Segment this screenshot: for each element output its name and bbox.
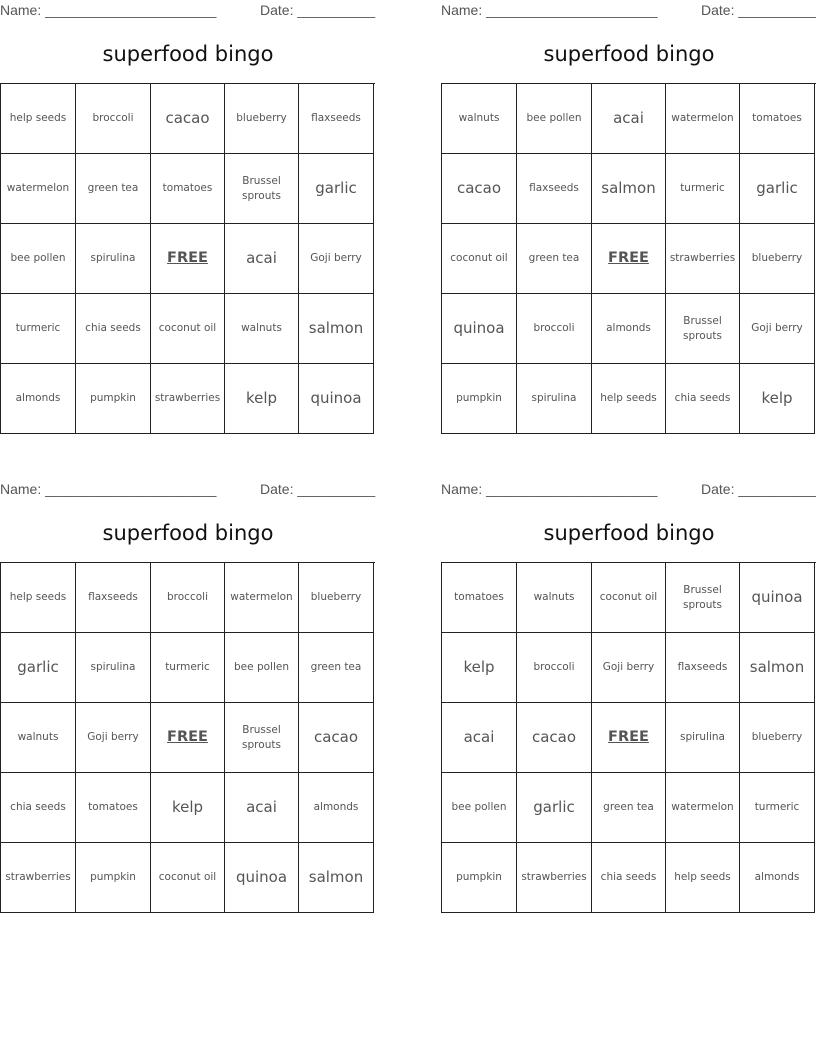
bingo-cell: salmon	[299, 843, 374, 913]
bingo-cell: walnuts	[442, 84, 517, 154]
bingo-cell: quinoa	[299, 364, 374, 434]
bingo-cell: acai	[592, 84, 666, 154]
bingo-cell: green tea	[76, 154, 151, 224]
name-field: Name: ______________________	[0, 481, 217, 497]
bingo-cell: quinoa	[225, 843, 299, 913]
bingo-cell: acai	[225, 224, 299, 294]
bingo-cell: almonds	[1, 364, 76, 434]
bingo-cell: garlic	[517, 773, 592, 843]
bingo-cell: Brussel sprouts	[666, 563, 740, 633]
bingo-cell: Brussel sprouts	[666, 294, 740, 364]
bingo-cell: bee pollen	[517, 84, 592, 154]
card-title: superfood bingo	[543, 521, 715, 545]
bingo-cell: almonds	[740, 843, 815, 913]
date-field: Date: __________	[260, 481, 376, 497]
bingo-cell: strawberries	[151, 364, 225, 434]
bingo-cell: almonds	[299, 773, 374, 843]
bingo-grid	[441, 562, 816, 913]
bingo-cell: walnuts	[225, 294, 299, 364]
bingo-cell: Brussel sprouts	[225, 703, 299, 773]
bingo-cell: strawberries	[1, 843, 76, 913]
bingo-cell: flaxseeds	[666, 633, 740, 703]
bingo-cell: spirulina	[666, 703, 740, 773]
bingo-cell: coconut oil	[592, 563, 666, 633]
bingo-cell: watermelon	[225, 563, 299, 633]
bingo-cell: pumpkin	[76, 843, 151, 913]
name-date-row	[441, 2, 816, 20]
bingo-cell: almonds	[592, 294, 666, 364]
bingo-cell: kelp	[442, 633, 517, 703]
free-space: FREE	[592, 703, 666, 773]
bingo-cell: coconut oil	[442, 224, 517, 294]
bingo-cell: blueberry	[740, 224, 815, 294]
bingo-cell: broccoli	[151, 563, 225, 633]
bingo-cell: turmeric	[151, 633, 225, 703]
bingo-cell: Brussel sprouts	[225, 154, 299, 224]
bingo-cell: garlic	[299, 154, 374, 224]
bingo-cell: quinoa	[442, 294, 517, 364]
free-space: FREE	[151, 703, 225, 773]
bingo-cell: salmon	[740, 633, 815, 703]
bingo-cell: help seeds	[1, 84, 76, 154]
bingo-cell: pumpkin	[442, 364, 517, 434]
bingo-cell: pumpkin	[442, 843, 517, 913]
bingo-cell: flaxseeds	[76, 563, 151, 633]
bingo-cell: pumpkin	[76, 364, 151, 434]
bingo-cell: turmeric	[666, 154, 740, 224]
bingo-grid	[0, 562, 375, 913]
bingo-cell: bee pollen	[225, 633, 299, 703]
bingo-cell: broccoli	[517, 633, 592, 703]
bingo-cell: blueberry	[225, 84, 299, 154]
date-field: Date: __________	[701, 481, 816, 497]
bingo-cell: kelp	[740, 364, 815, 434]
free-space: FREE	[151, 224, 225, 294]
bingo-cell: green tea	[299, 633, 374, 703]
bingo-cell: walnuts	[1, 703, 76, 773]
bingo-cell: tomatoes	[151, 154, 225, 224]
bingo-cell: salmon	[299, 294, 374, 364]
bingo-cell: watermelon	[1, 154, 76, 224]
bingo-cell: help seeds	[1, 563, 76, 633]
card-title: superfood bingo	[102, 42, 274, 66]
bingo-cell: spirulina	[76, 224, 151, 294]
free-space: FREE	[592, 224, 666, 294]
bingo-cell: Goji berry	[740, 294, 815, 364]
bingo-cell: spirulina	[517, 364, 592, 434]
bingo-cell: cacao	[517, 703, 592, 773]
bingo-cell: kelp	[225, 364, 299, 434]
bingo-cell: help seeds	[666, 843, 740, 913]
bingo-cell: green tea	[517, 224, 592, 294]
bingo-cell: green tea	[592, 773, 666, 843]
bingo-cell: turmeric	[740, 773, 815, 843]
bingo-cell: turmeric	[1, 294, 76, 364]
bingo-cell: strawberries	[666, 224, 740, 294]
bingo-cell: broccoli	[517, 294, 592, 364]
bingo-cell: quinoa	[740, 563, 815, 633]
bingo-cell: coconut oil	[151, 294, 225, 364]
bingo-cell: Goji berry	[592, 633, 666, 703]
bingo-cell: broccoli	[76, 84, 151, 154]
bingo-cell: kelp	[151, 773, 225, 843]
bingo-cell: cacao	[442, 154, 517, 224]
bingo-cell: help seeds	[592, 364, 666, 434]
bingo-cell: acai	[225, 773, 299, 843]
bingo-cell: Goji berry	[299, 224, 374, 294]
card-title: superfood bingo	[102, 521, 274, 545]
bingo-cell: acai	[442, 703, 517, 773]
date-field: Date: __________	[260, 2, 376, 18]
name-field: Name: ______________________	[0, 2, 217, 18]
bingo-cell: tomatoes	[442, 563, 517, 633]
name-date-row	[0, 481, 376, 499]
bingo-cell: blueberry	[299, 563, 374, 633]
bingo-cell: coconut oil	[151, 843, 225, 913]
bingo-cell: bee pollen	[442, 773, 517, 843]
name-field: Name: ______________________	[441, 481, 658, 497]
bingo-cell: salmon	[592, 154, 666, 224]
bingo-cell: watermelon	[666, 773, 740, 843]
name-date-row	[441, 481, 816, 499]
date-field: Date: __________	[701, 2, 816, 18]
bingo-cell: strawberries	[517, 843, 592, 913]
name-date-row	[0, 2, 376, 20]
bingo-cell: garlic	[1, 633, 76, 703]
bingo-cell: chia seeds	[666, 364, 740, 434]
bingo-cell: chia seeds	[1, 773, 76, 843]
bingo-cell: blueberry	[740, 703, 815, 773]
bingo-cell: Goji berry	[76, 703, 151, 773]
bingo-grid	[441, 83, 816, 434]
bingo-cell: walnuts	[517, 563, 592, 633]
bingo-cell: bee pollen	[1, 224, 76, 294]
name-field: Name: ______________________	[441, 2, 658, 18]
bingo-cell: chia seeds	[592, 843, 666, 913]
bingo-cell: watermelon	[666, 84, 740, 154]
bingo-cell: flaxseeds	[517, 154, 592, 224]
bingo-cell: chia seeds	[76, 294, 151, 364]
bingo-cell: garlic	[740, 154, 815, 224]
bingo-cell: cacao	[151, 84, 225, 154]
card-title: superfood bingo	[543, 42, 715, 66]
bingo-cell: cacao	[299, 703, 374, 773]
bingo-grid	[0, 83, 375, 434]
bingo-cell: tomatoes	[740, 84, 815, 154]
bingo-cell: tomatoes	[76, 773, 151, 843]
bingo-cell: spirulina	[76, 633, 151, 703]
bingo-cell: flaxseeds	[299, 84, 374, 154]
